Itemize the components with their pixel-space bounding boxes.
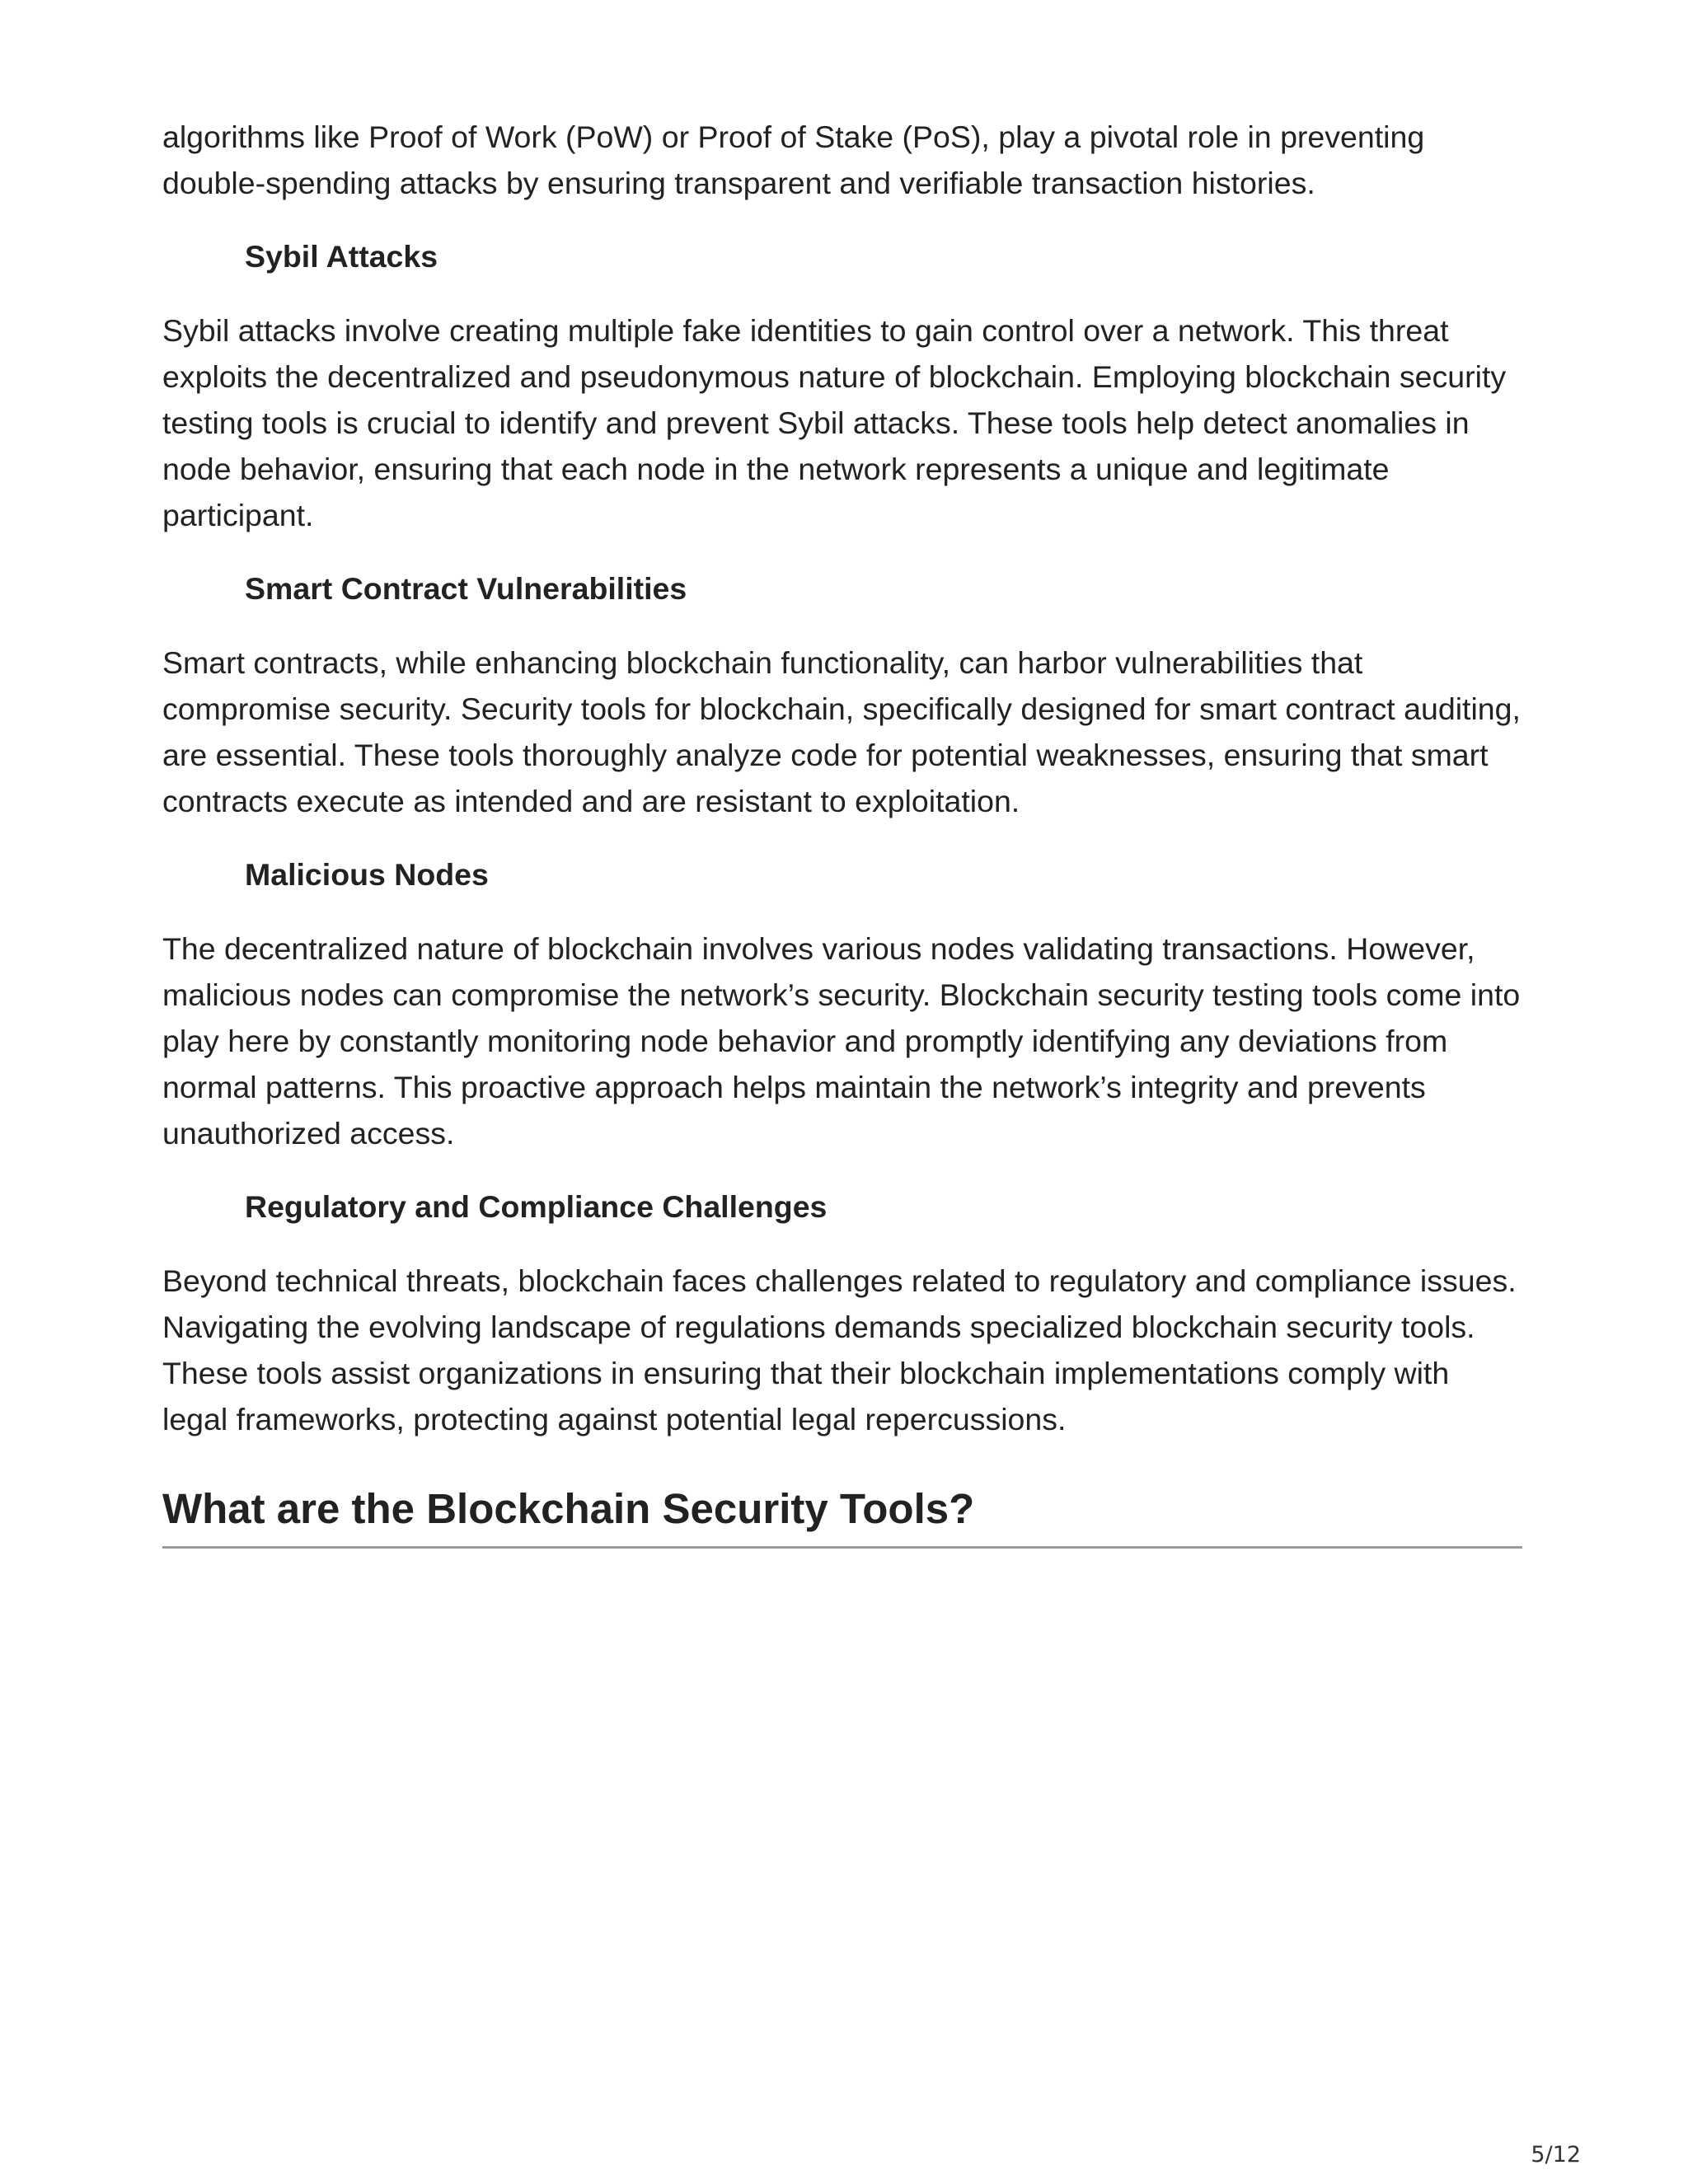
subheading-regulatory-compliance: Regulatory and Compliance Challenges [245, 1189, 828, 1224]
paragraph-regulatory-compliance: Beyond technical threats, blockchain faces challenges related to regulatory and compliance issues. Navigating the evolving landscape of regulations demands specialized blockchain security tools. These tools assist organizations in ensuring that their blockchain implementations comply with legal frameworks, protecting against potential legal repercussions. [162, 1263, 1517, 1436]
subheading-malicious-nodes: Malicious Nodes [245, 857, 489, 892]
page-number: 5/12 [1531, 2142, 1581, 2168]
paragraph-sybil-attacks: Sybil attacks involve creating multiple fake identities to gain control over a network. This threat exploits the decentralized and pseudonymous nature of blockchain. Employing blockchain security testing tools is crucial to identify and prevent Sybil attacks. These tools help detect anomalies in node behavior, ensuring that each node in the network represents a unique and legitimate participant. [162, 313, 1507, 532]
subheading-sybil-attacks: Sybil Attacks [245, 239, 438, 274]
paragraph-malicious-nodes: The decentralized nature of blockchain involves various nodes validating transactions. However, malicious nodes can compromise the network’s security. Blockchain security testing tools come into play here by constantly monitoring node behavior and promptly identifying any deviations from normal patterns. This proactive approach helps maintain the network’s integrity and prevents unauthorized access. [162, 931, 1521, 1151]
subheading-smart-contract-vulnerabilities: Smart Contract Vulnerabilities [245, 571, 687, 606]
intro-paragraph: algorithms like Proof of Work (PoW) or Proof of Stake (PoS), play a pivotal role in preventing double-spending attacks by ensuring transparent and verifiable transaction histories. [162, 120, 1425, 200]
document-page [162, 114, 1522, 1549]
paragraph-smart-contract-vulnerabilities: Smart contracts, while enhancing blockchain functionality, can harbor vulnerabilities that compromise security. Security tools for blockchain, specifically designed for smart contract auditing, are essential. These tools thoroughly analyze code for potential weaknesses, ensuring that smart contracts execute as intended and are resistant to exploitation. [162, 645, 1521, 818]
section-heading-blockchain-security-tools: What are the Blockchain Security Tools? [162, 1480, 1522, 1549]
